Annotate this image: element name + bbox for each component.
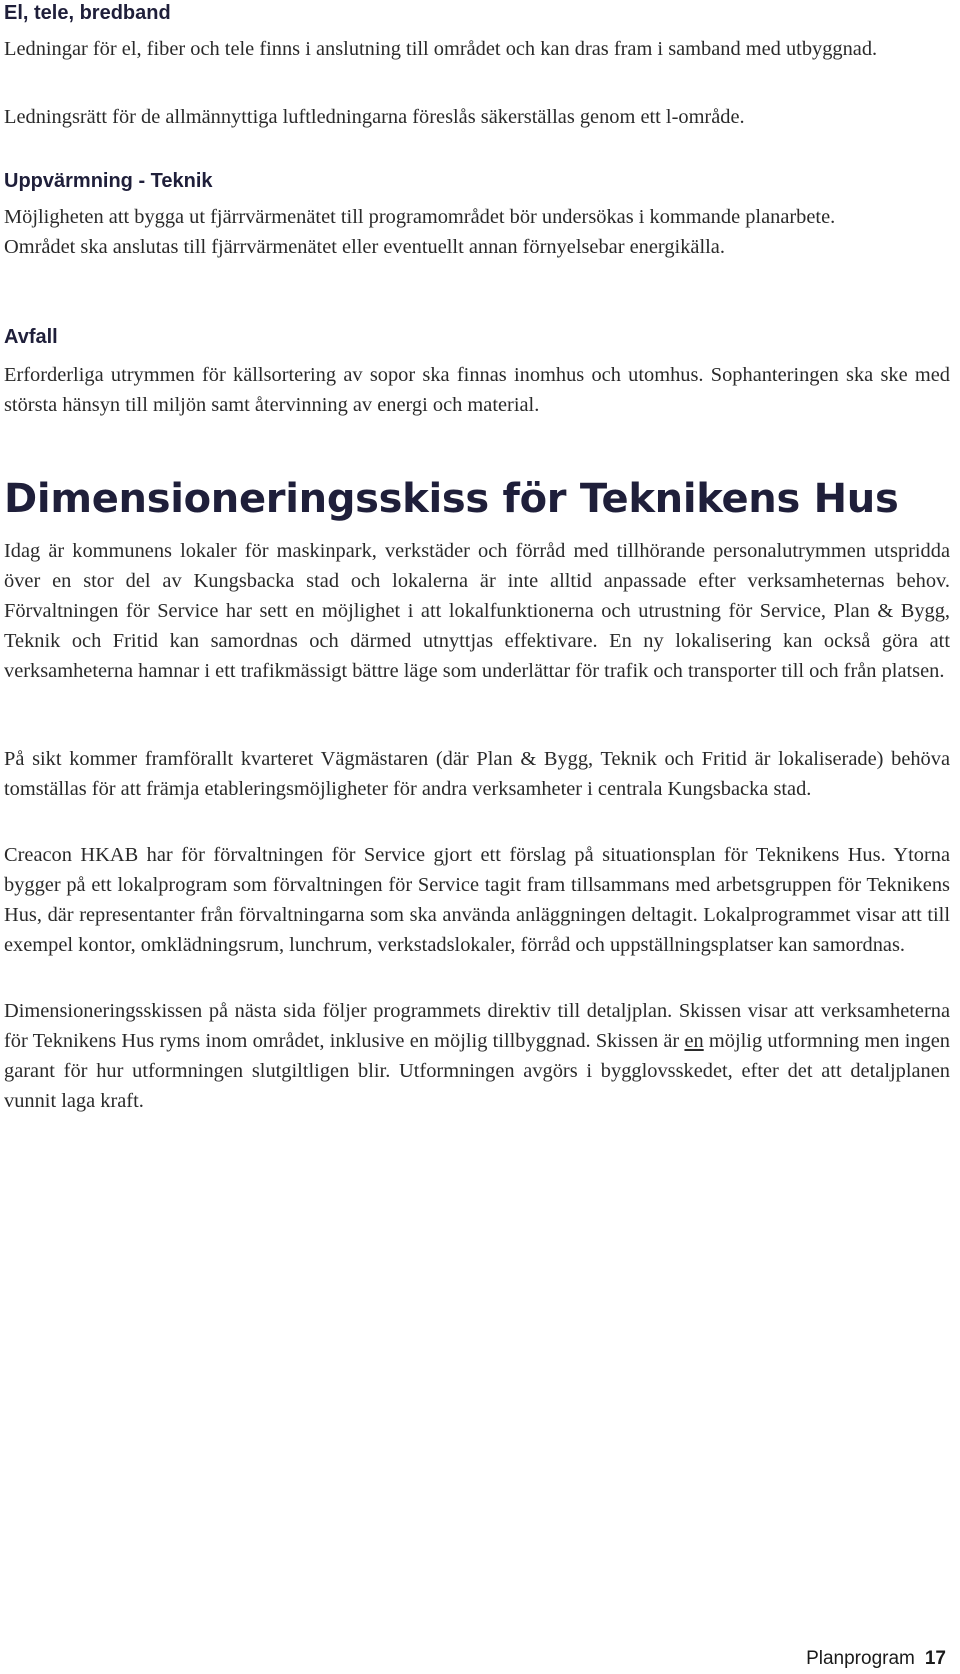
paragraph-creacon: Creacon HKAB har för förvaltningen för Service gjort ett förslag på situationsplan för Teknikens Hus. Ytorna bygger på ett lokalprogram som förvaltningen för Service tagit fram tillsammans med arbetsgruppen för Teknikens Hus, där representanter från förvaltningarna som ska använda anläggningen deltagit. Lokalprogrammet visar att till exempel kontor, omklädningsrum, lunchrum, verkstadslokaler, förråd och uppställningsplatser kan samordnas. (4, 844, 950, 956)
paragraph-pa-sikt: På sikt kommer framförallt kvarteret Vägmästaren (där Plan & Bygg, Teknik och Fritid är lokaliserade) behöva tomställas för att främja etableringsmöjligheter för andra verksamheter i centrala Kungsbacka stad. (4, 748, 950, 800)
underlined-word: en (684, 1030, 704, 1052)
main-heading: Dimensioneringsskiss för Teknikens Hus (4, 476, 899, 522)
paragraph-fjarrvarme: Möjligheten att bygga ut fjärrvärmenätet till programområdet bör undersökas i kommande planarbete. Området ska anslutas till fjärrvärmenätet eller eventuellt annan förnyelsebar energikälla. (4, 206, 836, 258)
page-number: 17 (924, 1648, 946, 1669)
paragraph-ledningar: Ledningar för el, fiber och tele finns i anslutning till området och kan dras fram i samband med utbyggnad. (4, 38, 878, 60)
paragraph-dimensioneringsskissen (4, 996, 950, 1116)
paragraph-part: Dimensioneringsskissen på nästa sida följer programmets direktiv till detaljplan. Skissen visar att verksamheterna för Teknikens Hus ryms inom området, inklusive en möjlig tillbyggnad. Skissen är (4, 1000, 950, 1052)
footer-label: Planprogram (806, 1648, 915, 1669)
paragraph-part: möjlig utformning men ingen garant för hur utformningen slutgiltligen blir. Utformningen avgörs i bygglovsskedet, efter det att detaljplanen vunnit laga kraft. (4, 1030, 950, 1112)
paragraph-idag: Idag är kommunens lokaler för maskinpark, verkstäder och förråd med tillhörande personalutrymmen utspridda över en stor del av Kungsbacka stad och lokalerna är inte alltid anpassade efter verksamheternas behov. Förvaltningen för Service har sett en möjlighet i att lokalfunktionerna och utrustning för Service, Plan & Bygg, Teknik och Fritid kan samordnas och därmed utnyttjas effektivare. En ny lokalisering kan också göra att verksamheterna hamnar i ett trafikmässigt bättre läge som underlättar för trafik och transporter till och från platsen. (4, 540, 950, 682)
paragraph-ledningsratt: Ledningsrätt för de allmännyttiga luftledningarna föreslås säkerställas genom ett l-område. (4, 106, 745, 128)
section-heading-uppvarmning: Uppvärmning - Teknik (4, 170, 213, 192)
paragraph-avfall: Erforderliga utrymmen för källsortering av sopor ska finnas inomhus och utomhus. Sophanteringen ska ske med största hänsyn till miljön samt återvinning av energi och material. (4, 364, 950, 416)
page-footer (806, 1648, 946, 1670)
section-heading-avfall: Avfall (4, 326, 58, 348)
section-heading-el-tele-bredband: El, tele, bredband (4, 2, 171, 24)
